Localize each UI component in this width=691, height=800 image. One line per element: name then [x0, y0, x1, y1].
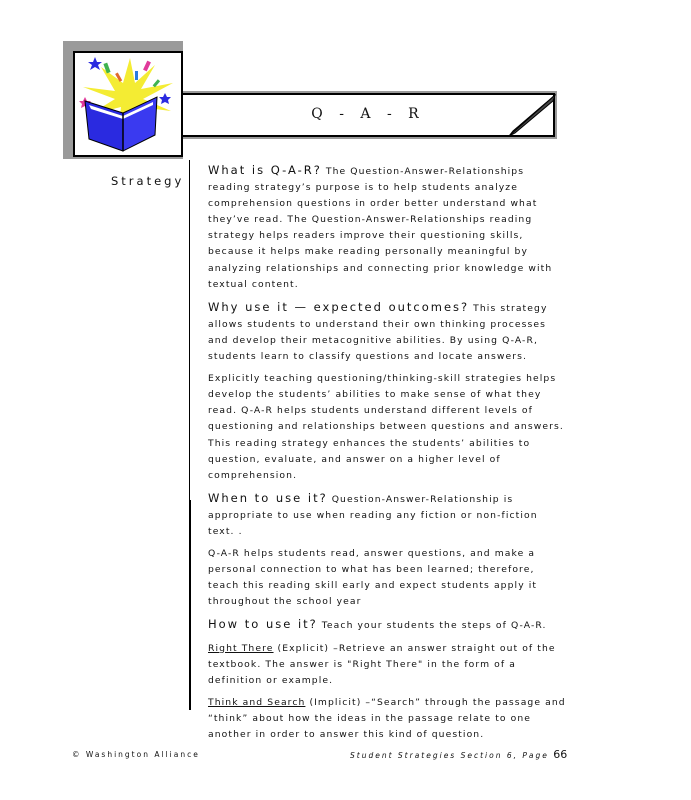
divider	[189, 500, 191, 710]
item-term: Right There	[208, 642, 274, 654]
page-title: Q - A - R	[311, 106, 425, 122]
section-what	[208, 162, 568, 293]
list-item	[208, 695, 568, 743]
section-when-paragraph: Q-A-R helps students read, answer questions, and make a personal connection to what has been learned; therefore, teach this reading skill early and expect students apply it throughout the school year	[208, 548, 538, 608]
quill-pen-icon	[505, 93, 557, 137]
section-body: Question-Answer-Relationship is appropriate to use when reading any fiction or non-fiction text. .	[208, 493, 538, 537]
list-item	[208, 641, 568, 689]
item-qualifier: (Implicit) –	[305, 696, 372, 708]
footer-section: Student Strategies Section 6, Page	[350, 751, 554, 760]
item-text: Retrieve an answer straight out of the textbook. The answer is "Right There" in the form of a definition or example.	[208, 642, 556, 686]
item-text: “Search” through the passage and “think” about how the ideas in the passage relate to one another in order to answer this kind of question.	[208, 696, 566, 740]
page-number: 66	[553, 748, 568, 761]
divider	[189, 160, 190, 500]
section-body: This strategy allows students to understand their own thinking processes and develop their metacognitive abilities. By using Q-A-R, students learn to classify questions and locate answers.	[208, 302, 548, 363]
side-label: Strategy	[111, 174, 185, 188]
section-why	[208, 299, 568, 365]
section-heading: Why use it — expected outcomes?	[208, 299, 470, 314]
footer-page-info	[350, 748, 567, 761]
open-book-with-stars-icon	[75, 53, 181, 155]
section-how	[208, 616, 568, 634]
footer-copyright: © Washington Alliance	[72, 750, 200, 759]
section-body: Teach your students the steps of Q-A-R.	[317, 620, 547, 632]
item-qualifier: (Explicit) –	[273, 642, 339, 654]
section-heading: How to use it?	[208, 617, 318, 632]
section-heading: When to use it?	[208, 490, 328, 505]
main-content	[208, 162, 568, 749]
section-heading: What is Q-A-R?	[208, 163, 322, 177]
section-body: The Question-Answer-Relationships reading strategy’s purpose is to help students analyze comprehension questions in order better understand what they’ve read. The Question-Answer-Relationships reading strategy helps readers improve their questioning skills, because it helps make reading personally meaningful by analyzing relationships and connecting prior knowledge with textual content.	[208, 166, 553, 290]
section-why-paragraph: Explicitly teaching questioning/thinking-skill strategies helps develop the students’ abilities to make sense of what they read. Q-A-R helps students understand different levels of questioning and relationships between questions and answers. This reading strategy enhances the students’ abilities to question, evaluate, and answer on a higher level of comprehension.	[208, 373, 564, 481]
item-term: Think and Search	[208, 696, 306, 708]
strategy-illustration	[73, 51, 183, 157]
section-when	[208, 490, 568, 540]
